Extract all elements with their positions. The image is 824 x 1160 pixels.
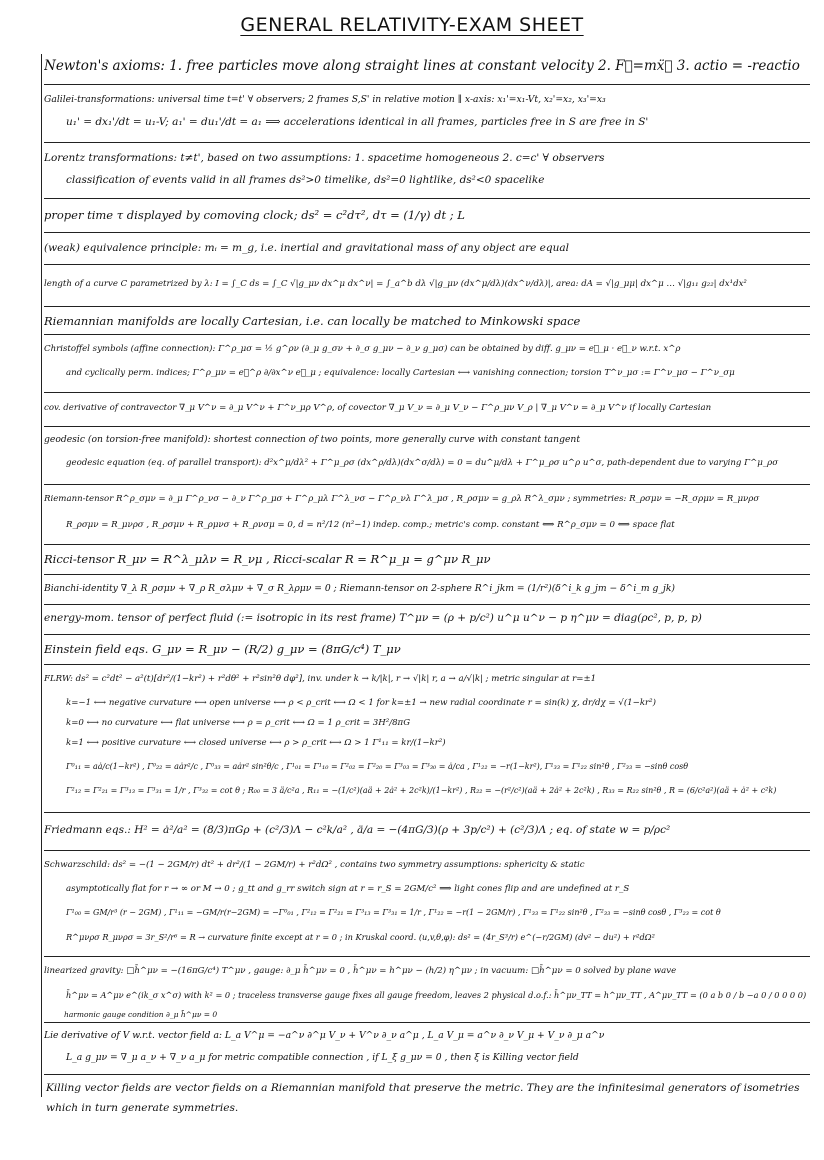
section-lie-derivative [44,1024,810,1075]
section-line: h̄^μν = A^μν e^(ik_σ x^σ) with k² = 0 ; traceless transverse gauge fixes all gauge freedom, leaves 2 physical d.o.f.: h̄^μν_TT = h^μν_TT , A^μν_TT = (0 a b 0 / b −a 0 / 0 0 0 0) [66,990,807,1000]
section-covariant-derivative [44,394,810,427]
section-flrw [44,666,810,813]
section-einstein [44,636,810,665]
section-line: k=−1 ⟷ negative curvature ⟷ open universe ⟷ ρ < ρ_crit ⟷ Ω < 1 for k=±1 → new radial coordinate r = sin(k) χ, dr/dχ = √(1−kr²) [66,698,656,708]
section-line: asymptotically flat for r → ∞ or M → 0 ; g_tt and g_rr switch sign at r = r_S = 2GM/c² ⟹ light cones flip and are undefined at r_S [66,884,630,894]
section-friedmann [44,814,810,851]
killing-vector-note: Killing vector fields are vector fields on a Riemannian manifold that preserve the metric. They are the infinitesimal generators of isometries which in turn generate symmetries. [46,1082,800,1114]
section-line: Lie derivative of V w.r.t. vector field a: L_a V^μ = −a^ν ∂^μ V_ν + V^ν ∂_ν a^μ , L_a V_μ = a^ν ∂_ν V_μ + V_ν ∂_μ a^ν [44,1030,605,1041]
section-line: FLRW: ds² = c²dt² − a²(t)[dr²/(1−kr²) + r²dθ² + r²sin²θ dφ²], inv. under k → k/|k|, r → √|k| r, a → a/√|k| ; metric singular at r=±1 [44,674,597,684]
section-lorentz [44,144,810,199]
section-newton [44,50,810,85]
section-galilei [44,86,810,143]
section-line: Riemann-tensor R^ρ_σμν = ∂_μ Γ^ρ_νσ − ∂_ν Γ^ρ_μσ + Γ^ρ_μλ Γ^λ_νσ − Γ^ρ_νλ Γ^λ_μσ , R_ρσμν = g_ρλ R^λ_σμν ; symmetries: R_ρσμν = −R_σρμν = R_μνρσ [44,494,760,504]
section-line: Lorentz transformations: t≠t', based on two assumptions: 1. spacetime homogeneous 2. c=c' ∀ observers [44,152,605,164]
section-line: Newton's axioms: 1. free particles move along straight lines at constant velocity 2. F⃗=mẍ⃗ 3. actio = -reactio [44,58,800,74]
section-line: energy-mom. tensor of perfect fluid (:= isotropic in its rest frame) T^μν = (ρ + p/c²) u^μ u^ν − p η^μν = diag(ρc², p, p, p) [44,612,702,624]
section-christoffel [44,336,810,393]
section-line: k=1 ⟷ positive curvature ⟷ closed universe ⟷ ρ > ρ_crit ⟷ Ω > 1 Γ¹₁₁ = kr/(1−kr²) [66,738,446,748]
section-line: linearized gravity: □h̄^μν = −(16πG/c⁴) T^μν , gauge: ∂_μ h̄^μν = 0 , h̄^μν = h^μν − (h/2) η^μν ; in vacuum: □h̄^μν = 0 solved by plane wave [44,966,677,976]
section-line: classification of events valid in all frames ds²>0 timelike, ds²=0 lightlike, ds²<0 spacelike [66,174,545,186]
section-linearized-gravity [44,958,810,1023]
margin-line [41,54,42,1097]
section-line: L_a g_μν = ∇_μ a_ν + ∇_ν a_μ for metric compatible connection , if L_ξ g_μν = 0 , then ξ is Killing vector field [66,1052,579,1063]
section-bianchi [44,576,810,605]
section-line: Schwarzschild: ds² = −(1 − 2GM/r) dt² + dr²/(1 − 2GM/r) + r²dΩ² , contains two symmetry assumptions: sphericity & static [44,860,585,870]
section-line: geodesic (on torsion-free manifold): shortest connection of two points, more generally curve with constant tangent [44,434,581,445]
section-energy-momentum [44,606,810,635]
section-line: Riemannian manifolds are locally Cartesian, i.e. can locally be matched to Minkowski space [44,314,581,328]
section-equivalence [44,234,810,265]
section-line: Ricci-tensor R_μν = R^λ_μλν = R_νμ , Ricci-scalar R = R^μ_μ = g^μν R_μν [44,552,491,566]
section-line: k=0 ⟷ no curvature ⟷ flat universe ⟷ ρ = ρ_crit ⟷ Ω = 1 ρ_crit = 3H²/8πG [66,718,411,728]
section-line: u₁' = dx₁'/dt = u₁-V; a₁' = du₁'/dt = a₁ ⟹ accelerations identical in all frames, particles free in S are free in S' [66,116,649,128]
section-line: length of a curve C parametrized by λ: I = ∫_C ds = ∫_C √|g_μν dx^μ dx^ν| = ∫_a^b dλ √|g_μν (dx^μ/dλ)(dx^ν/dλ)|, area: dA = √|g_μμ| dx^μ … √|g₁₁ g₂₂| dx¹dx² [44,279,747,289]
section-curve-length [44,266,810,307]
section-schwarzschild [44,852,810,957]
section-line: Γ¹₀₀ = GM/r³ (r − 2GM) , Γ¹₁₁ = −GM/r(r−2GM) = −Γ⁰₀₁ , Γ²₁₂ = Γ²₂₁ = Γ³₁₃ = Γ³₃₁ = 1/r , Γ¹₂₂ = −r(1 − 2GM/r) , Γ¹₃₃ = Γ¹₂₂ sin²θ , Γ²₃₃ = −sinθ cosθ , Γ³₂₃ = cot θ [66,908,721,917]
section-line: Bianchi-identity ∇_λ R_ρσμν + ∇_ρ R_σλμν + ∇_σ R_λρμν = 0 ; Riemann-tensor on 2-sphere R^i_jkm = (1/r²)(δ^i_k g_jm − δ^i_m g_jk) [44,583,675,594]
section-proper-time [44,200,810,233]
section-line: cov. derivative of contravector ∇_μ V^ν = ∂_μ V^ν + Γ^ν_μρ V^ρ, of covector ∇_μ V_ν = ∂_μ V_ν − Γ^ρ_μν V_ρ | ∇_μ V^ν = ∂_μ V^ν if locally Cartesian [44,403,712,413]
section-line: geodesic equation (eq. of parallel transport): d²x^μ/dλ² + Γ^μ_ρσ (dx^ρ/dλ)(dx^σ/dλ) = 0 = du^μ/dλ + Γ^μ_ρσ u^ρ u^σ, path-dependent due to varying Γ^μ_ρσ [66,458,779,468]
section-line: (weak) equivalence principle: mᵢ = m_g, i.e. inertial and gravitational mass of any object are equal [44,242,569,254]
section-geodesic [44,428,810,485]
gauge-condition-note: harmonic gauge condition ∂_μ h̄^μν = 0 [64,1010,218,1019]
section-line: Einstein field eqs. G_μν = R_μν − (R/2) g_μν = (8πG/c⁴) T_μν [44,642,401,656]
section-riemann-tensor [44,486,810,545]
section-riemannian-manifolds [44,308,810,335]
section-line: Γ⁰₁₁ = aȧ/c(1−kr²) , Γ⁰₂₂ = aȧr²/c , Γ⁰₃₃ = aȧr² sin²θ/c , Γ¹₀₁ = Γ¹₁₀ = Γ²₀₂ = Γ²₂₀ = Γ³₀₃ = Γ³₃₀ = ȧ/ca , Γ¹₂₂ = −r(1−kr²), Γ¹₃₃ = Γ¹₂₂ sin²θ , Γ²₃₃ = −sinθ cosθ [66,762,689,771]
section-line: and cyclically perm. indices; Γ^ρ_μν = e⃗^ρ ∂/∂x^ν e⃗_μ ; equivalence: locally Cartesian ⟷ vanishing connection; torsion T^ν_μσ := Γ^ν_μσ − Γ^ν_σμ [66,368,735,378]
section-ricci [44,546,810,575]
section-line: Friedmann eqs.: H² = ȧ²/a² = (8/3)πGρ + (c²/3)Λ − c²k/a² , ä/a = −(4πG/3)(ρ + 3p/c²) + (c²/3)Λ ; eq. of state w = p/ρc² [44,824,671,836]
sheet-title: GENERAL RELATIVITY-EXAM SHEET [240,14,584,36]
section-line: Γ²₁₂ = Γ²₂₁ = Γ³₁₃ = Γ³₃₁ = 1/r , Γ³₃₂ = cot θ ; R₀₀ = 3 ä/c²a , R₁₁ = −(1/c²)(aä + 2ȧ² + 2c²k)/(1−kr²) , R₂₂ = −(r²/c²)(aä + 2ȧ² + 2c²k) , R₃₃ = R₂₂ sin²θ , R = (6/c²a²)(aä + ȧ² + c²k) [66,786,777,795]
section-line: Christoffel symbols (affine connection): Γ^ρ_μσ = ½ g^ρν (∂_μ g_σν + ∂_σ g_μν − ∂_ν g_μσ) can be obtained by diff. g_μν = e⃗_μ · e⃗_ν w.r.t. x^ρ [44,344,681,354]
section-line: proper time τ displayed by comoving clock; ds² = c²dτ², dτ = (1/γ) dt ; L [44,208,465,222]
section-line: Galilei-transformations: universal time t=t' ∀ observers; 2 frames S,S' in relative motion ∥ x-axis: x₁'=x₁-Vt, x₂'=x₂, x₃'=x₃ [44,94,606,105]
section-line: R^μνρσ R_μνρσ = 3r_S²/r⁶ = R → curvature finite except at r = 0 ; in Kruskal coord. (u,v,θ,φ): ds² = (4r_S³/r) e^(−r/2GM) (dv² − du²) + r²dΩ² [66,932,655,942]
section-line: R_ρσμν = R_μνρσ , R_ρσμν + R_ρμνσ + R_ρνσμ = 0, d = n²/12 (n²−1) indep. comp.; metric's comp. constant ⟺ R^ρ_σμν = 0 ⟺ space flat [66,520,675,530]
